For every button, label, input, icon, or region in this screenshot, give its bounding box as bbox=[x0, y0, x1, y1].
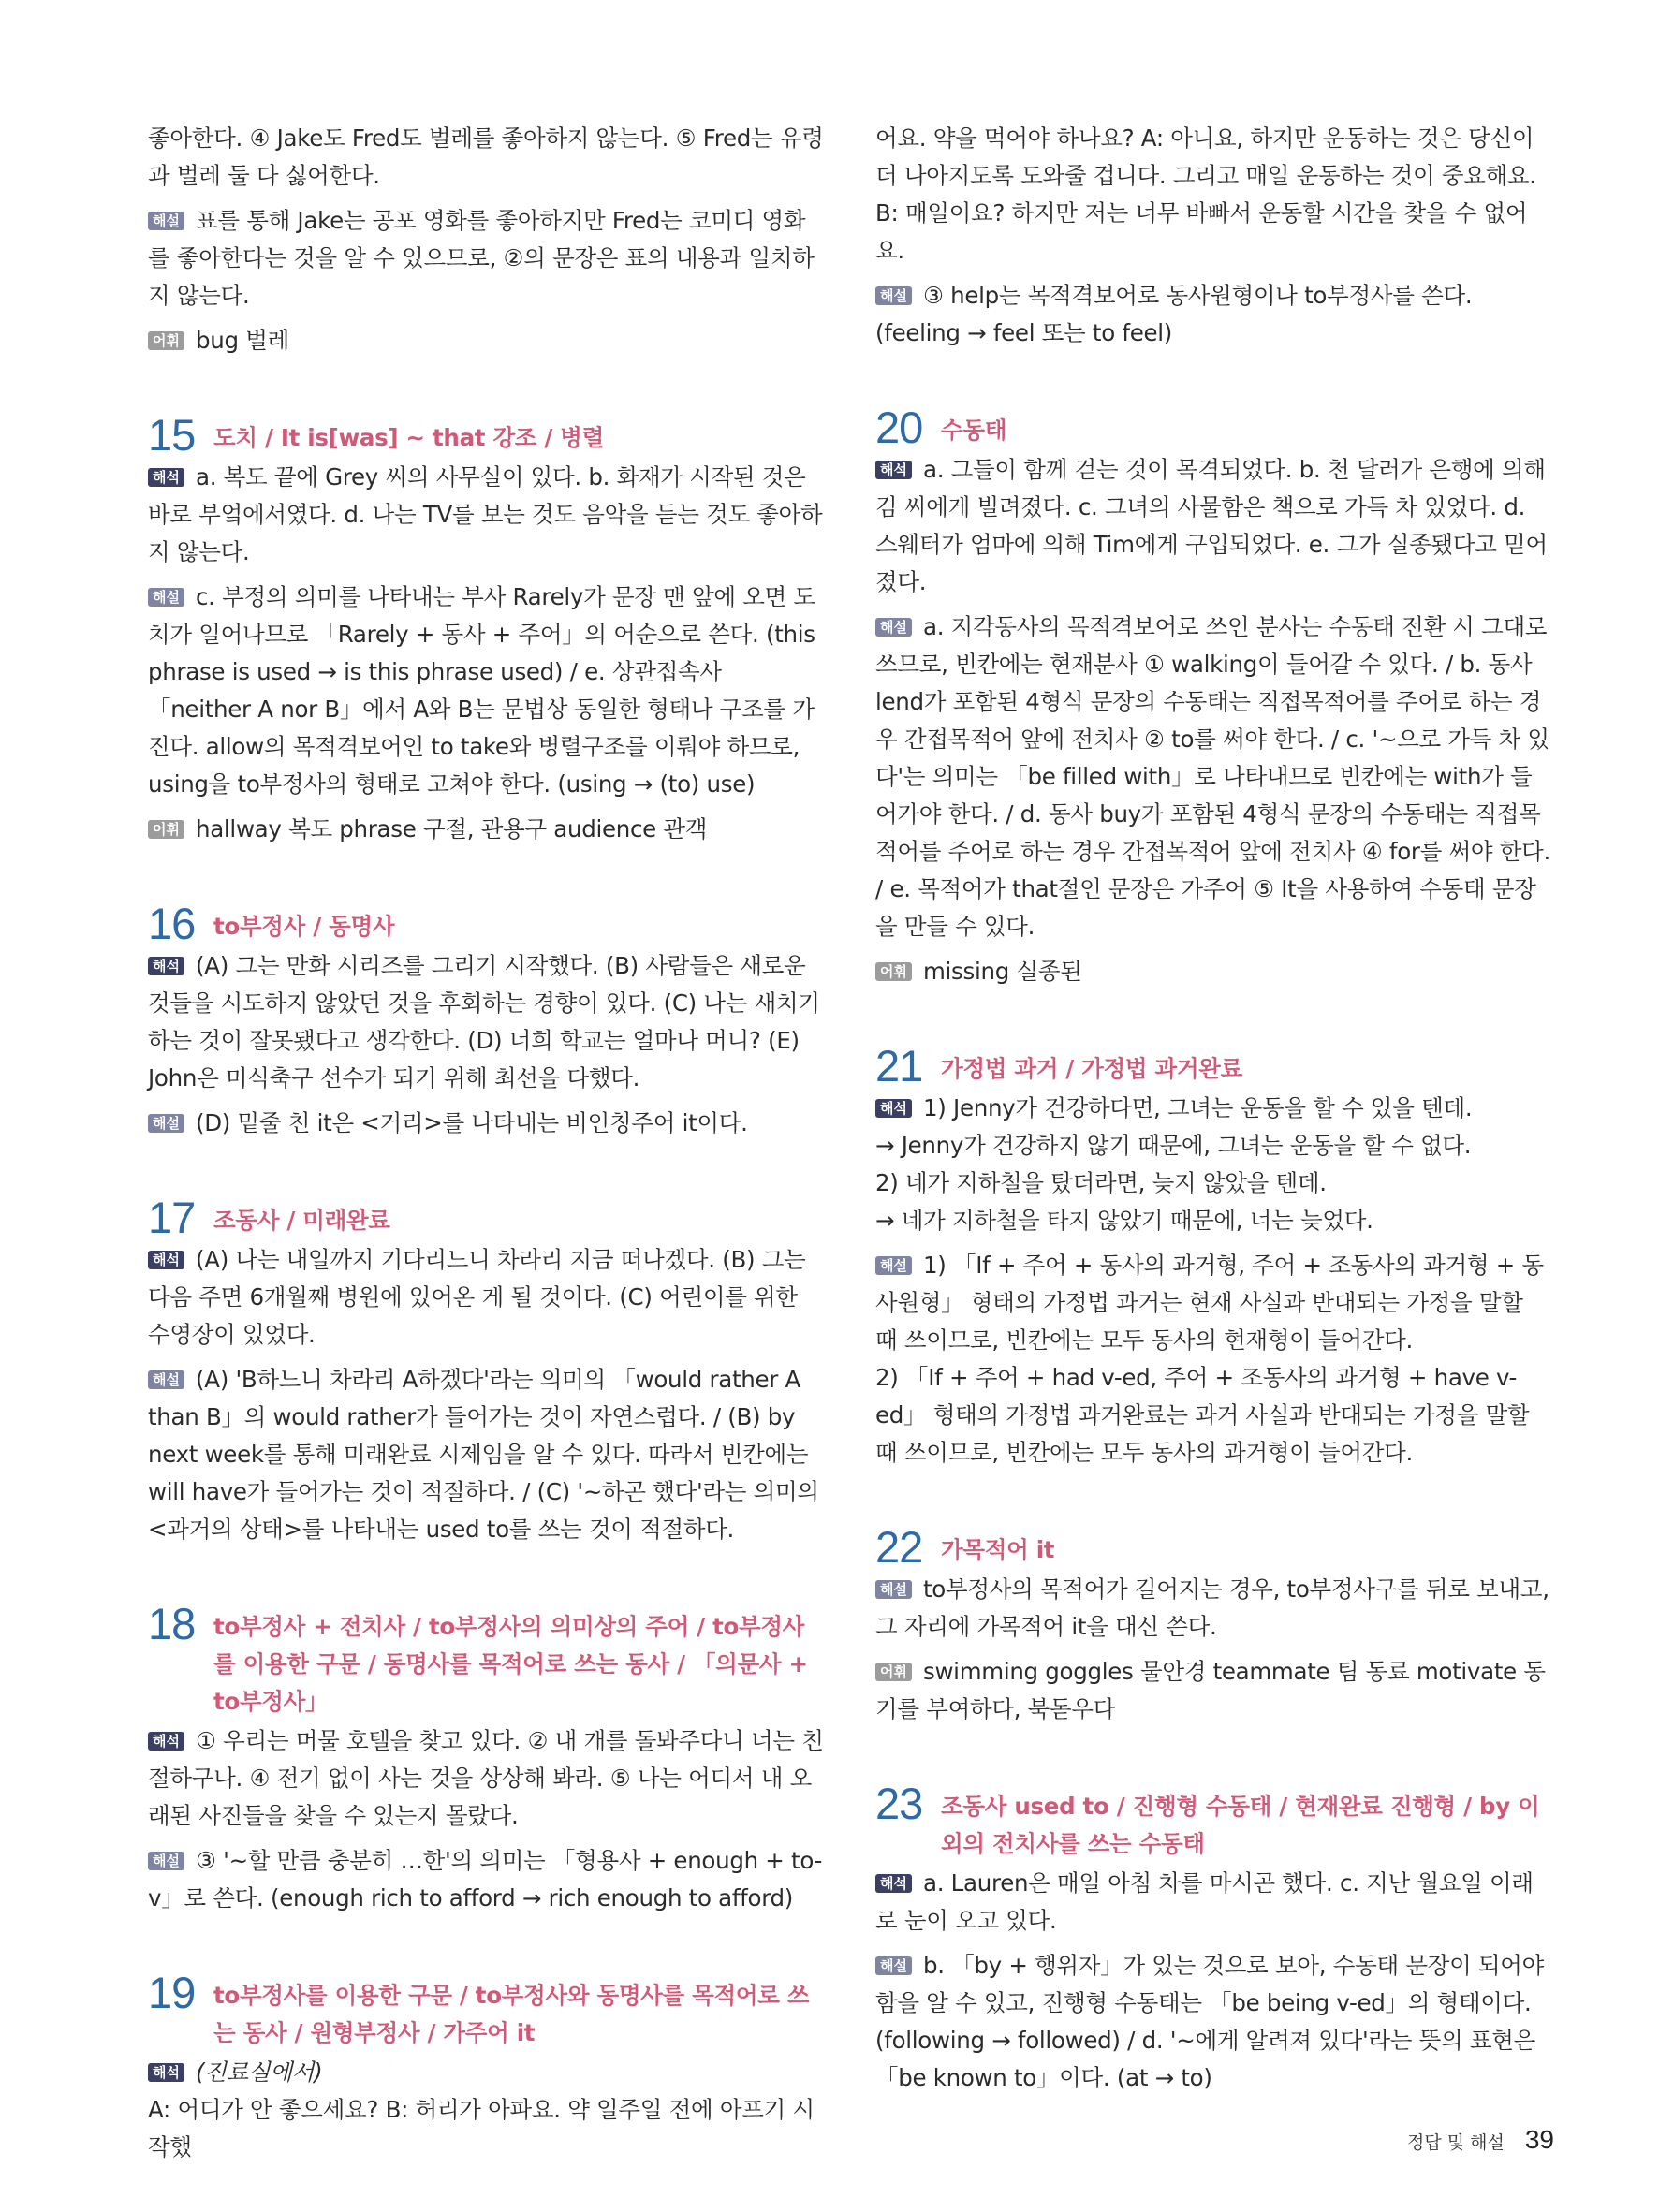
question-number: 15 bbox=[148, 410, 196, 460]
section-19 bbox=[148, 1968, 824, 2166]
question-number: 19 bbox=[148, 1968, 196, 2017]
translation-badge: 해석 bbox=[148, 2063, 184, 2082]
section-19-continued bbox=[875, 120, 1551, 352]
vocabulary-badge: 어휘 bbox=[148, 331, 184, 350]
explanation-line: 2) 「If + 주어 + had v-ed, 주어 + 조동사의 과거형 + have v-ed」 형태의 가정법 과거완료는 과거 사실과 반대되는 가정을 말할 때 쓰이므로, 빈칸에는 모두 동사의 과거형이 들어간다. bbox=[875, 1364, 1530, 1466]
section-title: to부정사를 이용한 구문 / to부정사와 동명사를 목적어로 쓰는 동사 / 원형부정사 / 가주어 it bbox=[213, 1982, 810, 2046]
translation-badge: 해석 bbox=[148, 1732, 184, 1751]
dialogue-continued: 어요. 약을 먹어야 하나요? A: 아니요, 하지만 운동하는 것은 당신이 더 나아지도록 도와줄 겁니다. 그리고 매일 운동하는 것이 중요해요. B: 매일이요? 하지만 저는 너무 바빠서 운동할 시간을 찾을 수 없어요. bbox=[875, 125, 1536, 264]
translation-badge: 해석 bbox=[875, 1874, 912, 1893]
explanation: 해설 (D) 밑줄 친 it은 <거리>를 나타내는 비인칭주어 it이다. bbox=[148, 1105, 824, 1142]
explanation: 해설 (A) 'B하느니 차라리 A하겠다'라는 의미의 「would rather A than B」의 would rather가 들어가는 것이 자연스럽다. / (B) by next week를 통해 미래완료 시제임을 알 수 있다. 따라서 빈칸에는 will have가 들어가는 것이 적절하다. / (C) '~하곤 했다'라는 의미의 <과거의 상태>를 나타내는 used to를 쓰는 것이 적절하다. bbox=[148, 1366, 819, 1543]
translation-line: → Jenny가 건강하지 않기 때문에, 그녀는 운동을 할 수 없다. bbox=[875, 1132, 1472, 1159]
question-number: 16 bbox=[148, 899, 196, 948]
footer-label: 정답 및 해설 bbox=[1406, 2132, 1505, 2153]
translation: 해석 a. 그들이 함께 걷는 것이 목격되었다. b. 천 달러가 은행에 의해 김 씨에게 빌려졌다. c. 그녀의 사물함은 책으로 가득 차 있었다. d. 스웨터가 엄마에 의해 Tim에게 구입되었다. e. 그가 실종됐다고 믿어졌다. bbox=[875, 456, 1548, 595]
translation: 해석 a. Lauren은 매일 아침 차를 마시곤 했다. c. 지난 월요일 이래로 눈이 오고 있다. bbox=[875, 1869, 1534, 1934]
explanation: 해설 1) 「If + 주어 + 동사의 과거형, 주어 + 조동사의 과거형 + 동사원형」 형태의 가정법 과거는 현재 사실과 반대되는 가정을 말할 때 쓰이므로, 빈칸에는 모두 동사의 현재형이 들어간다. bbox=[875, 1252, 1544, 1354]
section-header bbox=[875, 1522, 1551, 1572]
question-number: 20 bbox=[875, 403, 923, 452]
section-17 bbox=[148, 1193, 824, 1548]
left-column bbox=[148, 120, 824, 2174]
translation-line: 2) 네가 지하철을 탔더라면, 늦지 않았을 텐데. bbox=[875, 1169, 1327, 1196]
vocabulary: 어휘 swimming goggles 물안경 teammate 팀 동료 motivate 동기를 부여하다, 북돋우다 bbox=[875, 1658, 1546, 1722]
section-header bbox=[148, 899, 824, 948]
explanation: 해설 c. 부정의 의미를 나타내는 부사 Rarely가 문장 맨 앞에 오면 도치가 일어나므로 「Rarely + 동사 + 주어」의 어순으로 쓴다. (this phrase is used → is this phrase used) / e. 상관접속사 「neither A nor B」에서 A와 B는 문법상 동일한 형태나 구조를 가진다. allow의 목적격보어인 to take와 병렬구조를 이뤄야 하므로, using을 to부정사의 형태로 고쳐야 한다. (using → (to) use) bbox=[148, 583, 815, 798]
vocabulary: 어휘 missing 실종된 bbox=[875, 953, 1551, 990]
explanation: 해설 ③ help는 목적격보어로 동사원형이나 to부정사를 쓴다. (feeling → feel 또는 to feel) bbox=[875, 282, 1473, 346]
dialogue: A: 어디가 안 좋으세요? B: 허리가 아파요. 약 일주일 전에 아프기 시작했 bbox=[148, 2096, 815, 2161]
explanation-badge: 해설 bbox=[875, 286, 912, 305]
explanation-badge: 해설 bbox=[148, 212, 184, 230]
page-number: 39 bbox=[1524, 2125, 1554, 2154]
section-title: 조동사 used to / 진행형 수동태 / 현재완료 진행형 / by 이외의 전치사를 쓰는 수동태 bbox=[941, 1793, 1540, 1857]
vocabulary-badge: 어휘 bbox=[875, 962, 912, 981]
translation-line: → 네가 지하철을 타지 않았기 때문에, 너는 늦었다. bbox=[875, 1207, 1373, 1234]
vocabulary: 어휘 hallway 복도 phrase 구절, 관용구 audience 관객 bbox=[148, 811, 824, 848]
explanation-badge: 해설 bbox=[875, 1580, 912, 1599]
translation: 해석 ① 우리는 머물 호텔을 찾고 있다. ② 내 개를 돌봐주다니 너는 친절하구나. ④ 전기 없이 사는 것을 상상해 봐라. ⑤ 나는 어디서 내 오래된 사진들을 찾을 수 있는지 몰랐다. bbox=[148, 1727, 824, 1829]
right-column bbox=[875, 120, 1551, 2104]
explanation-badge: 해설 bbox=[148, 1114, 184, 1133]
section-title: 조동사 / 미래완료 bbox=[213, 1207, 390, 1234]
section-title: 수동태 bbox=[941, 417, 1007, 444]
explanation-badge: 해설 bbox=[148, 1370, 184, 1389]
question-number: 21 bbox=[875, 1041, 923, 1091]
section-header bbox=[875, 1041, 1551, 1091]
section-header bbox=[148, 410, 824, 460]
section-header bbox=[875, 403, 1551, 452]
section-23 bbox=[875, 1779, 1551, 2097]
translation: 해석 (A) 나는 내일까지 기다리느니 차라리 지금 떠나겠다. (B) 그는 다음 주면 6개월째 병원에 있어온 게 될 것이다. (C) 어린이를 위한 수영장이 있었다. bbox=[148, 1246, 806, 1348]
translation-badge: 해석 bbox=[148, 1251, 184, 1269]
translation: 해석 (A) 그는 만화 시리즈를 그리기 시작했다. (B) 사람들은 새로운 것들을 시도하지 않았던 것을 후회하는 경향이 있다. (C) 나는 새치기하는 것이 잘못됐다고 생각한다. (D) 너희 학교는 얼마나 머니? (E) John은 미식축구 선수가 되기 위해 최선을 다했다. bbox=[148, 952, 820, 1091]
section-20 bbox=[875, 403, 1551, 990]
explanation: 해설 to부정사의 목적어가 길어지는 경우, to부정사구를 뒤로 보내고, 그 자리에 가목적어 it을 대신 쓴다. bbox=[875, 1575, 1549, 1640]
question-number: 23 bbox=[875, 1779, 923, 1828]
explanation-badge: 해설 bbox=[148, 588, 184, 607]
explanation-badge: 해설 bbox=[875, 618, 912, 637]
explanation-badge: 해설 bbox=[148, 1852, 184, 1870]
section-14-continued bbox=[148, 120, 824, 359]
translation: 해석 1) Jenny가 건강하다면, 그녀는 운동을 할 수 있을 텐데. bbox=[875, 1090, 1551, 1127]
question-number: 22 bbox=[875, 1522, 923, 1572]
intro-explanation: 해설 표를 통해 Jake는 공포 영화를 좋아하지만 Fred는 코미디 영화를 좋아한다는 것을 알 수 있으므로, ②의 문장은 표의 내용과 일치하지 않는다. bbox=[148, 207, 815, 309]
vocabulary-badge: 어휘 bbox=[148, 820, 184, 839]
section-title: to부정사 + 전치사 / to부정사의 의미상의 주어 / to부정사를 이용한 구문 / 동명사를 목적어로 쓰는 동사 / 「의문사 + to부정사」 bbox=[213, 1613, 808, 1715]
question-number: 17 bbox=[148, 1193, 196, 1242]
explanation-badge: 해설 bbox=[875, 1956, 912, 1975]
section-title: 가정법 과거 / 가정법 과거완료 bbox=[941, 1055, 1242, 1082]
translation-badge: 해석 bbox=[148, 468, 184, 487]
section-title: to부정사 / 동명사 bbox=[213, 913, 395, 940]
section-header bbox=[148, 1968, 824, 2052]
question-number: 18 bbox=[148, 1599, 196, 1648]
translation-badge: 해석 bbox=[148, 957, 184, 975]
section-18 bbox=[148, 1599, 824, 1917]
section-16 bbox=[148, 899, 824, 1142]
section-21 bbox=[875, 1041, 1551, 1472]
section-header bbox=[875, 1779, 1551, 1863]
section-title: 도치 / It is[was] ~ that 강조 / 병렬 bbox=[213, 424, 605, 451]
section-22 bbox=[875, 1522, 1551, 1728]
section-15 bbox=[148, 410, 824, 848]
translation-badge: 해석 bbox=[875, 461, 912, 479]
explanation-badge: 해설 bbox=[875, 1256, 912, 1275]
intro-translation: 좋아한다. ④ Jake도 Fred도 벌레를 좋아하지 않는다. ⑤ Fred는 유령과 벌레 둘 다 싫어한다. bbox=[148, 125, 824, 189]
intro-vocabulary: 어휘 bug 벌레 bbox=[148, 322, 824, 359]
section-header bbox=[148, 1193, 824, 1242]
explanation: 해설 a. 지각동사의 목적격보어로 쓰인 분사는 수동태 전환 시 그대로 쓰므로, 빈칸에는 현재분사 ① walking이 들어갈 수 있다. / b. 동사 lend가 포함된 4형식 문장의 수동태는 직접목적어를 주어로 하는 경우 간접목적어 앞에 전치사 ② to를 써야 한다. / c. '~으로 가득 차 있다'는 의미는 「be filled with」로 나타내므로 빈칸에는 with가 들어가야 한다. / d. 동사 buy가 포함된 4형식 문장의 수동태는 직접목적어를 주어로 하는 경우 간접목적어 앞에 전치사 ④ for를 써야 한다. / e. 목적어가 that절인 문장은 가주어 ⑤ It을 사용하여 수동태 문장을 만들 수 있다. bbox=[875, 613, 1550, 940]
translation-badge: 해석 bbox=[875, 1099, 912, 1118]
explanation: 해설 b. 「by + 행위자」가 있는 것으로 보아, 수동태 문장이 되어야 함을 알 수 있고, 진행형 수동태는 「be being v-ed」의 형태이다. (following → followed) / d. '~에게 알려져 있다'라는 뜻의 표현은 「be known to」이다. (at → to) bbox=[875, 1952, 1545, 2091]
translation: 해석 a. 복도 끝에 Grey 씨의 사무실이 있다. b. 화재가 시작된 것은 바로 부엌에서였다. d. 나는 TV를 보는 것도 음악을 듣는 것도 좋아하지 않는다. bbox=[148, 463, 823, 565]
explanation: 해설 ③ '~할 만큼 충분히 …한'의 의미는 「형용사 + enough + to-v」로 쓴다. (enough rich to afford → rich enough to afford) bbox=[148, 1847, 823, 1912]
section-title: 가목적어 it bbox=[941, 1536, 1055, 1563]
translation: 해석 (진료실에서) bbox=[148, 2054, 824, 2091]
page-footer bbox=[1407, 2125, 1554, 2155]
vocabulary-badge: 어휘 bbox=[875, 1663, 912, 1681]
section-header bbox=[148, 1599, 824, 1721]
